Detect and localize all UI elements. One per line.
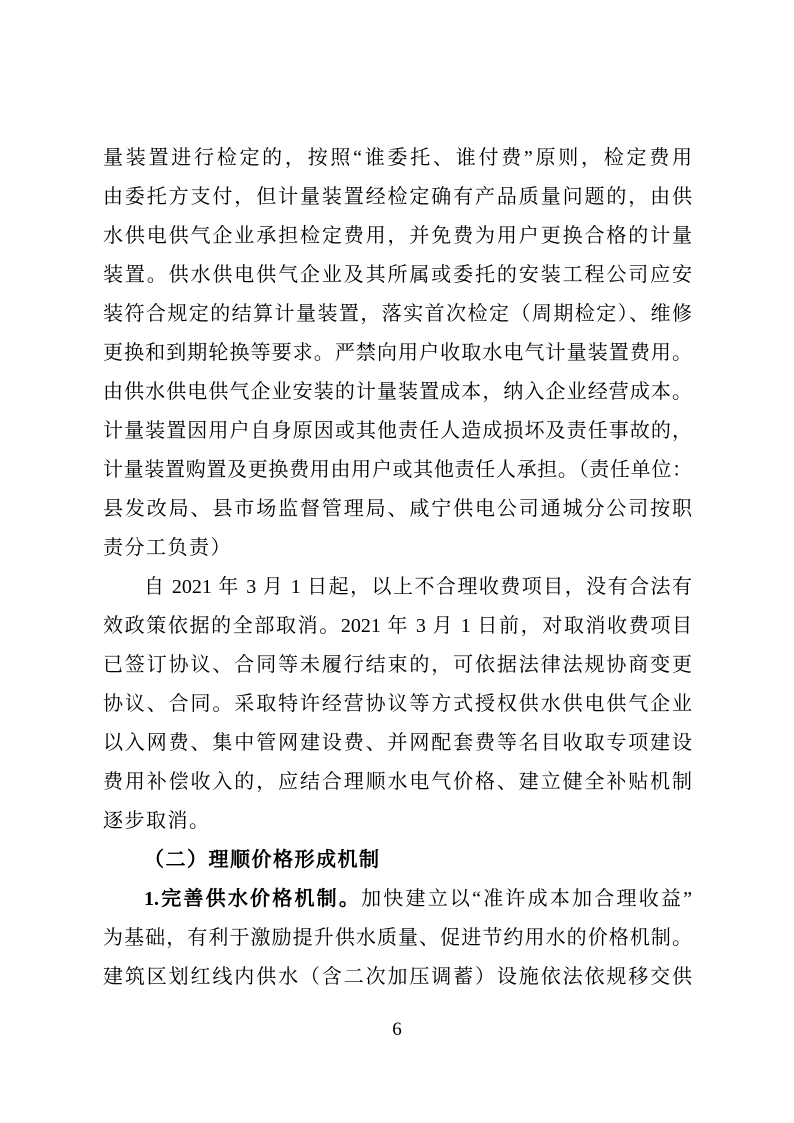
text-line: 水供电供气企业承担检定费用，并免费为用户更换合格的计量 [103,225,692,247]
text-line: 量装置进行检定的，按照“谁委托、谁付费”原则，检定费用 [103,147,692,169]
text-line: 1.完善供水价格机制。加快建立以“准许成本加合理收益” [144,888,692,910]
text-line: 装置。供水供电供气企业及其所属或委托的安装工程公司应安 [103,264,692,286]
text-line: 已签订协议、合同等未履行结束的，可依据法律法规协商变更 [103,654,692,676]
text-line: 效政策依据的全部取消。2021 年 3 月 1 日前，对取消收费项目 [103,615,692,637]
text-line: 自 2021 年 3 月 1 日起，以上不合理收费项目，没有合法有 [144,576,692,598]
text-line: 计量装置购置及更换费用由用户或其他责任人承担。（责任单位： [103,459,692,481]
text-line: （二）理顺价格形成机制 [144,849,381,871]
text-line: 县发改局、县市场监督管理局、咸宁供电公司通城分公司按职 [103,498,692,520]
bold-lead-in: 1.完善供水价格机制。 [144,888,362,910]
text-line: 以入网费、集中管网建设费、并网配套费等名目收取专项建设 [103,732,692,754]
text-line: 建筑区划红线内供水（含二次加压调蓄）设施依法依规移交供 [103,966,692,988]
text-line: 由供水供电供气企业安装的计量装置成本，纳入企业经营成本。 [103,381,692,403]
text-line: 为基础，有利于激励提升供水质量、促进节约用水的价格机制。 [103,927,692,949]
text-line: 逐步取消。 [103,810,211,832]
text-line: 更换和到期轮换等要求。严禁向用户收取水电气计量装置费用。 [103,342,692,364]
document-body [103,139,692,997]
text-line: 费用补偿收入的，应结合理顺水电气价格、建立健全补贴机制 [103,771,692,793]
text-line: 计量装置因用户自身原因或其他责任人造成损坏及责任事故的， [103,420,692,442]
text-line: 协议、合同。采取特许经营协议等方式授权供水供电供气企业 [103,693,692,715]
text-line: 由委托方支付，但计量装置经检定确有产品质量问题的，由供 [103,186,692,208]
page-number: 6 [392,1019,402,1040]
text-line: 装符合规定的结算计量装置，落实首次检定（周期检定）、维修 [103,303,692,325]
text-line: 责分工负责） [103,537,232,559]
